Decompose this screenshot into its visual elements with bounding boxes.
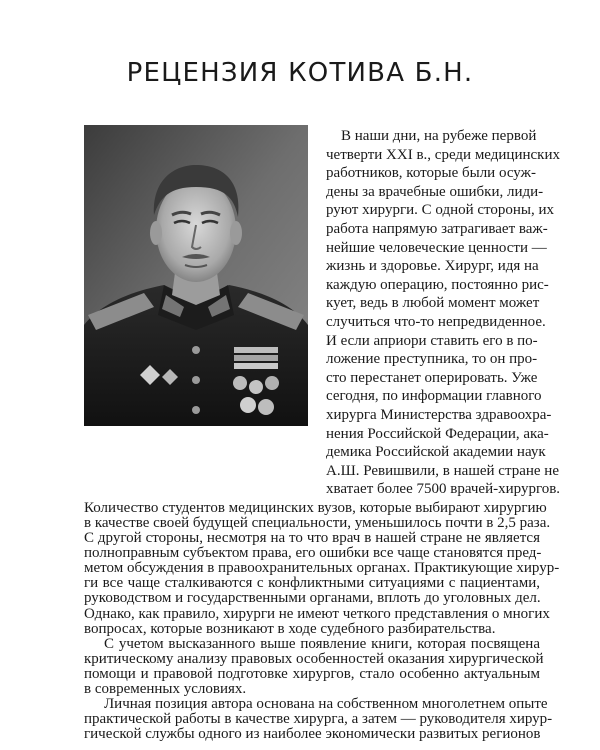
text-line: руют хирурги. С одной стороны, их <box>326 202 555 219</box>
text-line: критическому анализу правовых особенностей оказания хирургической <box>84 650 544 667</box>
text-line: нейшие человеческие ценности — <box>326 239 547 256</box>
text-line: сто перестанет оперировать. Уже <box>326 369 538 386</box>
text-line: метом обсуждения в правоохранительных органах. Практикующие хирур- <box>84 560 560 577</box>
text-line: нения Российской Федерации, ака- <box>326 425 549 442</box>
text-line: сегодня, по информации главного <box>326 388 542 405</box>
text-line: ги все чаще сталкиваются с конфликтными ситуациями с пациентами, <box>84 575 540 592</box>
text-line: в качестве своей будущей специальности, уменьшилось почти в 2,5 раза. <box>84 515 551 532</box>
text-line: работа напрямую затрагивает важ- <box>326 221 548 237</box>
text-line: помощи и правовой подготовке хирургов, стало особенно актуальным <box>84 665 540 682</box>
text-line: демика Российской академии наук <box>326 444 546 461</box>
text-line: гической службы одного из наиболее экономически развитых регионов <box>84 726 541 742</box>
text-line: И если априори ставить его в по- <box>326 332 538 349</box>
text-line: В наши дни, на рубеже первой <box>341 128 537 144</box>
text-line: вопросах, которые возникают в ходе судебного разбирательства. <box>84 620 496 637</box>
text-line: хирурга Министерства здравоохра- <box>326 407 552 423</box>
text-line: Однако, как правило, хирурги не имеют четкого представления о многих <box>84 605 550 622</box>
text-line: жизнь и здоровье. Хирург, идя на <box>326 258 539 275</box>
portrait-photo-icon <box>84 125 308 426</box>
text-line: дены за врачебные ошибки, лиди- <box>326 183 544 200</box>
text-line: работников, которые были осуж- <box>326 165 536 182</box>
text-line: Личная позиция автора основана на собственном многолетнем опыте <box>104 695 548 712</box>
portrait-photo <box>84 125 308 426</box>
text-line: практической работы в качестве хирурга, а затем — руководителя хирур- <box>84 710 553 727</box>
text-line: в современных условиях. <box>84 680 247 697</box>
text-line: четверти XXI в., среди медицинских <box>326 146 560 163</box>
text-line: С учетом высказанного выше появление книги, которая посвящена <box>104 635 540 652</box>
text-line: хватает более 7500 врачей-хирургов. <box>326 481 561 498</box>
page-title: РЕЦЕНЗИЯ КОТИВА Б.Н. <box>126 58 474 88</box>
text-line: С другой стороны, несмотря на то что врач в нашей стране не является <box>84 530 540 547</box>
text-line: кует, ведь в любой момент может <box>326 295 540 312</box>
text-line: ложение преступника, то он про- <box>326 351 538 368</box>
text-line: полноправным субъектом права, его ошибки все чаще становятся пред- <box>84 545 542 562</box>
text-line: А.Ш. Ревишвили, в нашей стране не <box>326 462 559 479</box>
text-line: Количество студентов медицинских вузов, которые выбирают хирургию <box>84 500 547 516</box>
text-line: каждую операцию, постоянно рис- <box>326 276 549 293</box>
text-line: руководством и государственными органами, вплоть до уголовных дел. <box>84 590 541 607</box>
text-line: случиться что-то непредвиденное. <box>326 314 546 330</box>
